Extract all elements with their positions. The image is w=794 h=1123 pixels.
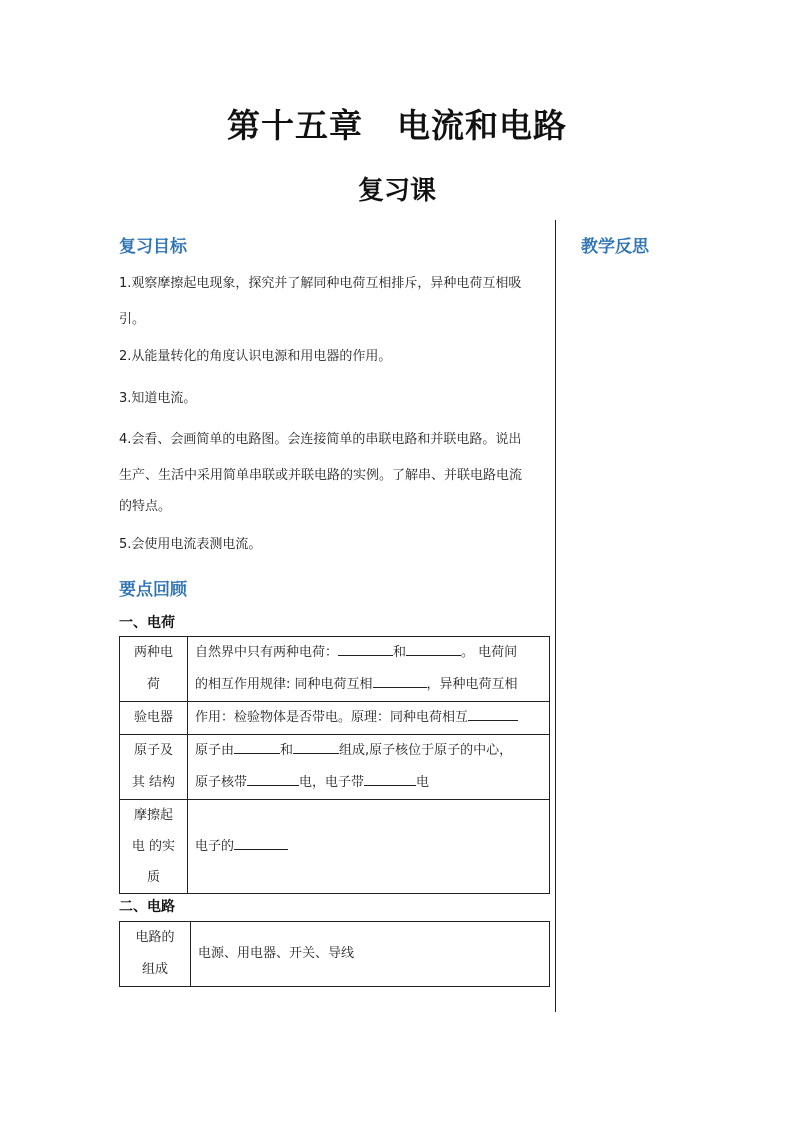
row-label: 摩擦起 电 的实 质 bbox=[120, 800, 188, 894]
reflection-heading: 教学反思 bbox=[581, 237, 649, 257]
table-row bbox=[120, 922, 550, 987]
page-title: 第十五章 电流和电路 bbox=[227, 106, 567, 145]
row-label: 验电器 bbox=[120, 702, 188, 735]
row-content: 自然界中只有两种电荷： 和 。 电荷间 的相互作用规律: 同种电荷互相 ，异种电荷互相 bbox=[188, 637, 550, 702]
goal-line: 5.会使用电流表测电流。 bbox=[119, 537, 262, 552]
goal-line: 2.从能量转化的角度认识电源和用电器的作用。 bbox=[119, 349, 392, 364]
fill-blank[interactable] bbox=[234, 837, 288, 850]
goal-line: 4.会看、会画简单的电路图。会连接简单的串联电路和并联电路。说出 bbox=[119, 432, 522, 447]
column-divider bbox=[555, 220, 556, 1012]
row-content: 作用：检验物体是否带电。原理：同种电荷相互 bbox=[188, 702, 550, 735]
goals-heading: 复习目标 bbox=[119, 237, 187, 257]
row-label: 两种电 荷 bbox=[120, 637, 188, 702]
table-row bbox=[120, 735, 550, 800]
fill-blank[interactable] bbox=[468, 708, 518, 721]
fill-blank[interactable] bbox=[338, 643, 393, 656]
review-heading: 要点回顾 bbox=[119, 580, 187, 600]
charge-table bbox=[119, 636, 550, 894]
charge-heading: 一、电荷 bbox=[119, 615, 175, 631]
fill-blank[interactable] bbox=[234, 741, 280, 754]
row-content: 电源、用电器、开关、导线 bbox=[191, 922, 550, 987]
goal-line: 的特点。 bbox=[119, 499, 172, 514]
fill-blank[interactable] bbox=[247, 773, 299, 786]
goal-line: 生产、生活中采用简单串联或并联电路的实例。了解串、并联电路电流 bbox=[119, 468, 523, 483]
circuit-table bbox=[119, 921, 550, 987]
table-row bbox=[120, 637, 550, 702]
goal-line: 1.观察摩擦起电现象，探究并了解同种电荷互相排斥，异种电荷互相吸 bbox=[119, 276, 522, 291]
row-label: 原子及 其 结构 bbox=[120, 735, 188, 800]
page-subtitle: 复习课 bbox=[357, 176, 436, 206]
fill-blank[interactable] bbox=[293, 741, 339, 754]
row-label: 电路的 组成 bbox=[120, 922, 191, 987]
row-content: 原子由 和 组成,原子核位于原子的中心， 原子核带 电，电子带 电 bbox=[188, 735, 550, 800]
row-content: 电子的 bbox=[188, 800, 550, 894]
goal-line: 3.知道电流。 bbox=[119, 391, 197, 406]
circuit-heading: 二、电路 bbox=[119, 899, 175, 915]
fill-blank[interactable] bbox=[406, 643, 461, 656]
table-row bbox=[120, 800, 550, 894]
table-row bbox=[120, 702, 550, 735]
goal-line: 引。 bbox=[119, 312, 146, 327]
fill-blank[interactable] bbox=[364, 773, 416, 786]
fill-blank[interactable] bbox=[373, 675, 427, 688]
